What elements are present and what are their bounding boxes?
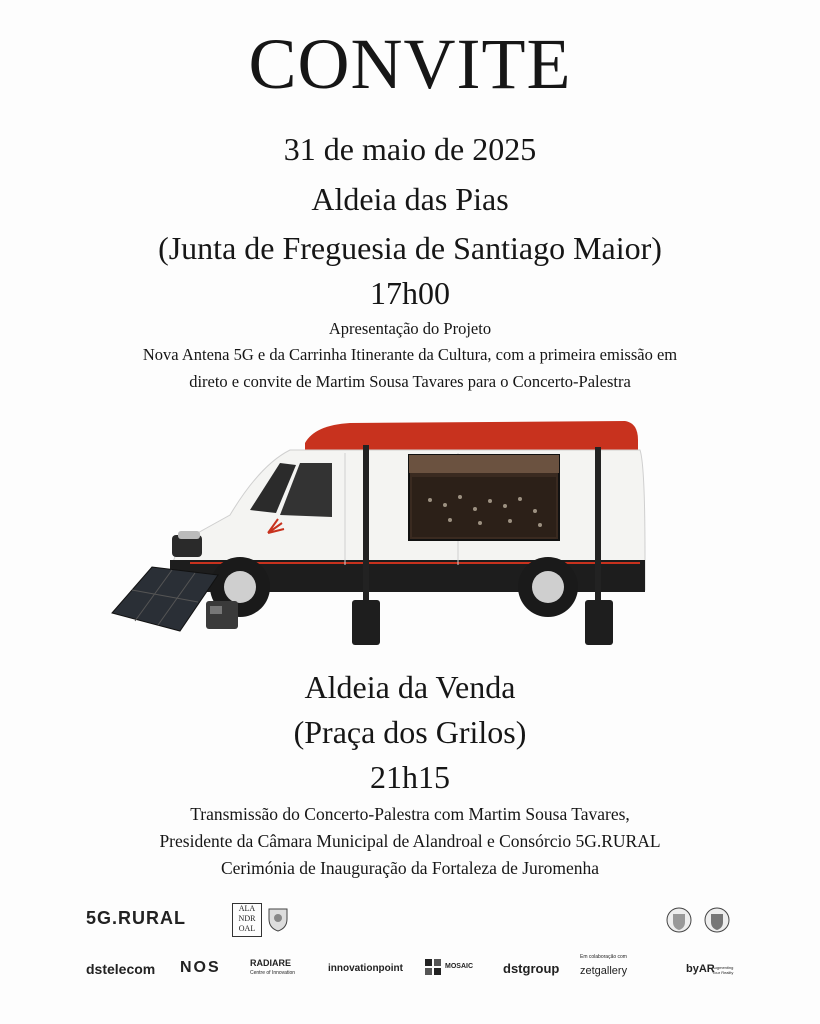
left-speaker-pole (363, 445, 369, 605)
van-roof (305, 421, 638, 450)
alandroal-line3: OAL (238, 924, 256, 933)
crest-icon (704, 904, 730, 934)
radiare-name: RADIARE (250, 958, 292, 968)
event1-desc-line3: direto e convite de Martim Sousa Tavares para o Concerto-Palestra (189, 372, 631, 391)
logo-mosaic: MOSAIC (445, 963, 473, 970)
logo-alandroal (232, 903, 262, 937)
crest-icon (666, 904, 692, 934)
power-station (206, 601, 238, 629)
zet-caption: Em colaboração com (580, 954, 627, 960)
logo-5g-rural: 5G.RURAL (86, 908, 187, 928)
logo-byar: byAR (686, 963, 715, 975)
logo-radiare (250, 958, 295, 978)
event2-desc-line2: Presidente da Câmara Municipal de Alandroal e Consórcio 5G.RURAL (159, 831, 661, 851)
solar-panel (112, 567, 218, 631)
event2-place: Aldeia da Venda (304, 669, 516, 705)
logo-zetgallery: zetgallery (580, 965, 628, 977)
event1-desc-line1: Apresentação do Projeto (328, 319, 492, 338)
cultural-van-image (100, 405, 660, 655)
invitation-title: CONVITE (248, 24, 572, 104)
logo-dstgroup: dstgroup (503, 961, 560, 976)
logo-innovationpoint: innovationpoint (328, 963, 403, 974)
event-date: 31 de maio de 2025 (283, 131, 537, 167)
crest-icon (266, 906, 290, 932)
event2-desc-line3: Cerimónia de Inauguração da Fortaleza de Juromenha (220, 858, 600, 878)
event1-time: 17h00 (370, 275, 450, 311)
event2-time: 21h15 (370, 759, 450, 795)
logo-nos: NOS (180, 959, 221, 976)
logo-dstelecom: dstelecom (86, 961, 156, 977)
event2-venue: (Praça dos Grilos) (293, 714, 527, 750)
alandroal-line1: ALA (238, 904, 256, 913)
right-speaker-pole (595, 447, 601, 605)
event1-place: Aldeia das Pias (311, 181, 509, 217)
mosaic-icon (424, 958, 442, 976)
alandroal-line2: NDR (238, 914, 256, 923)
event2-desc-line1: Transmissão do Concerto-Palestra com Martim Sousa Tavares, (190, 804, 630, 824)
radiare-subtitle: Centre of Innovation (250, 970, 296, 976)
event1-desc-line2: Nova Antena 5G e da Carrinha Itinerante da Cultura, com a primeira emissão em (142, 345, 678, 364)
left-speaker (352, 600, 380, 645)
right-speaker (585, 600, 613, 645)
byar-subtitle: Augmenting Your Reality (712, 965, 734, 975)
event1-venue: (Junta de Freguesia de Santiago Maior) (158, 230, 662, 266)
